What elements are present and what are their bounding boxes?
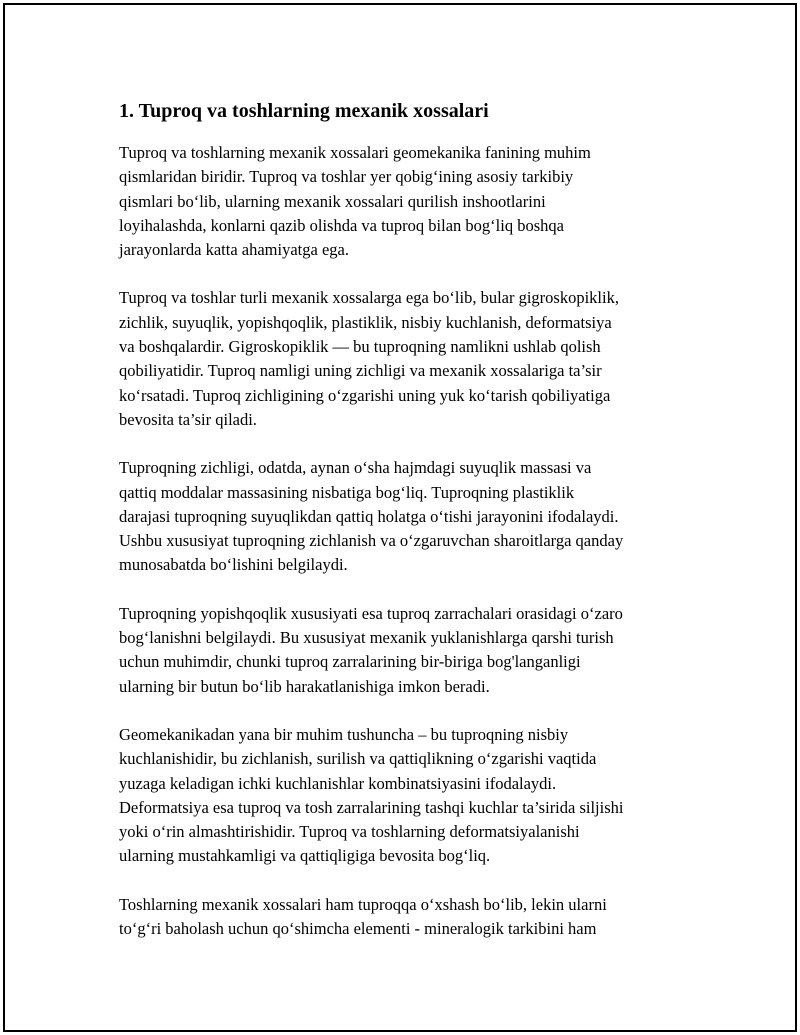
document-page	[3, 3, 797, 1032]
text-line: to‘g‘ri baholash uchun qo‘shimcha elementi - mineralogik tarkibini ham	[119, 919, 597, 939]
paragraph-2	[119, 286, 699, 432]
paragraph-3	[119, 456, 699, 577]
text-line: zichlik, suyuqlik, yopishqoqlik, plastiklik, nisbiy kuchlanish, deformatsiya	[119, 312, 612, 332]
text-line: ularning bir butun bo‘lib harakatlanishiga imkon beradi.	[119, 676, 490, 696]
section-heading: 1. Tuproq va toshlarning mexanik xossalari	[119, 100, 489, 122]
text-line: Tuproqning zichligi, odatda, aynan o‘sha hajmdagi suyuqlik massasi va	[119, 458, 592, 478]
text-line: Tuproq va toshlar turli mexanik xossalarga ega bo‘lib, bular gigroskopiklik,	[119, 288, 619, 308]
text-line: darajasi tuproqning suyuqlikdan qattiq holatga o‘tishi jarayonini ifodalaydi.	[119, 506, 619, 526]
text-line: loyihalashda, konlarni qazib olishda va tuproq bilan bog‘liq boshqa	[119, 215, 564, 235]
text-line: uchun muhimdir, chunki tuproq zarralarining bir-biriga bog'langanligi	[119, 652, 581, 672]
text-line: qattiq moddalar massasining nisbatiga bog‘liq. Tuproqning plastiklik	[119, 482, 575, 502]
paragraph-4	[119, 602, 699, 699]
text-line: jarayonlarda katta ahamiyatga ega.	[119, 240, 349, 260]
text-line: kuchlanishidir, bu zichlanish, surilish va qattiqlikning o‘zgarishi vaqtida	[119, 749, 597, 769]
text-line: Tuproq va toshlarning mexanik xossalari geomekanika fanining muhim	[119, 143, 591, 162]
text-line: Geomekanikadan yana bir muhim tushuncha – bu tuproqning nisbiy	[119, 724, 569, 744]
text-line: yoki o‘rin almashtirishidir. Tuproq va toshlarning deformatsiyalanishi	[119, 822, 580, 842]
text-line: qismlari bo‘lib, ularning mexanik xossalari qurilish inshootlarini	[119, 191, 546, 211]
document-body	[119, 97, 699, 965]
text-line: Tuproqning yopishqoqlik xususiyati esa tuproq zarrachalari orasidagi o‘zaro	[119, 603, 623, 623]
text-line: yuzaga keladigan ichki kuchlanishlar kombinatsiyasini ifodalaydi.	[119, 773, 557, 793]
paragraph-6	[119, 893, 699, 942]
text-line: Deformatsiya esa tuproq va tosh zarralarining tashqi kuchlar ta’sirida siljishi	[119, 797, 624, 817]
text-line: ularning mustahkamligi va qattiqligiga bevosita bog‘liq.	[119, 846, 491, 866]
text-line: qismlaridan biridir. Tuproq va toshlar yer qobig‘ining asosiy tarkibiy	[119, 167, 574, 187]
text-line: munosabatda bo‘lishini belgilaydi.	[119, 555, 348, 575]
text-line: bog‘lanishni belgilaydi. Bu xususiyat mexanik yuklanishlarga qarshi turish	[119, 628, 614, 648]
text-line: va boshqalardir. Gigroskopiklik — bu tuproqning namlikni ushlab qolish	[119, 337, 601, 357]
text-line: Toshlarning mexanik xossalari ham tuproqqa o‘xshash bo‘lib, lekin ularni	[119, 894, 607, 914]
text-line: Ushbu xususiyat tuproqning zichlanish va o‘zgaruvchan sharoitlarga qanday	[119, 531, 624, 551]
text-line: bevosita ta’sir qiladi.	[119, 409, 257, 429]
paragraph-5	[119, 723, 699, 869]
text-line: qobiliyatidir. Tuproq namligi uning zichligi va mexanik xossalariga ta’sir	[119, 361, 602, 381]
text-line: ko‘rsatadi. Tuproq zichligining o‘zgarishi uning yuk ko‘tarish qobiliyatiga	[119, 385, 611, 405]
paragraph-1	[119, 141, 699, 262]
